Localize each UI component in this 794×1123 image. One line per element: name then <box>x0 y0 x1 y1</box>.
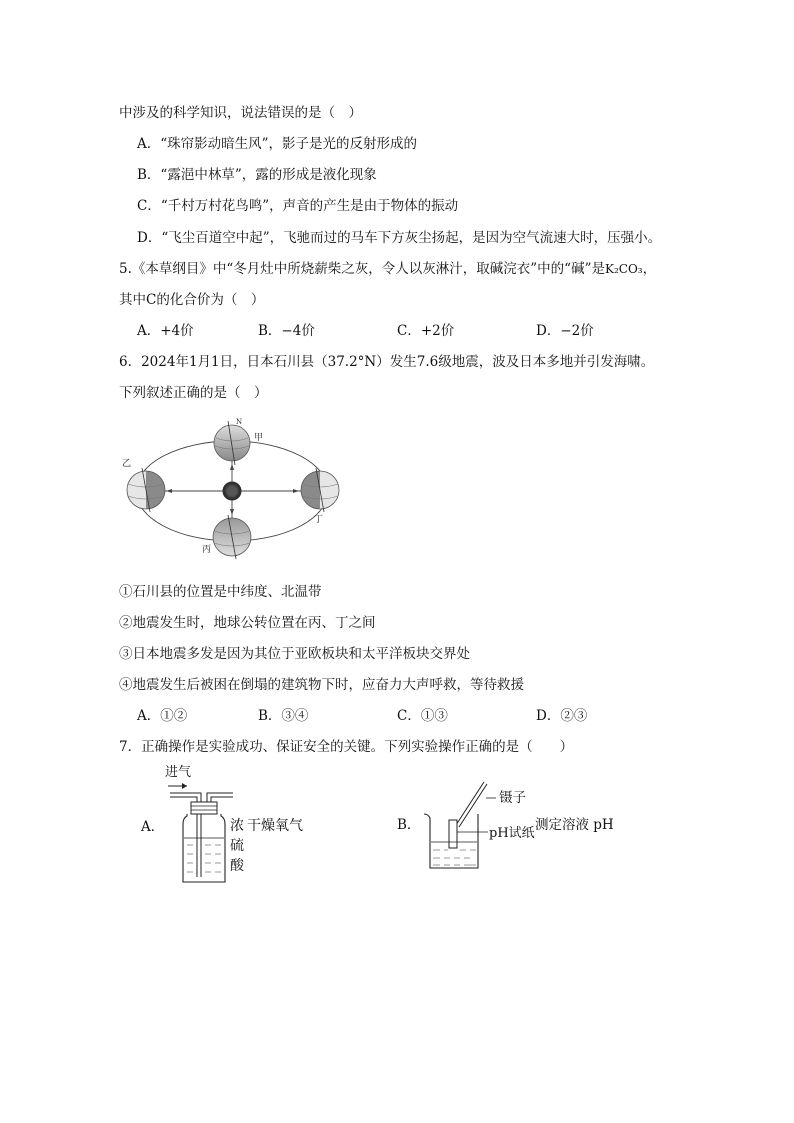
label-jia: 甲 <box>254 433 264 443</box>
q7-b-paper-label: pH试纸 <box>489 826 535 841</box>
q5-option-a[interactable]: A．+4价 <box>137 323 194 339</box>
label-bing: 丙 <box>202 545 212 555</box>
q5-option-b[interactable]: B．−4价 <box>258 323 315 339</box>
q7-b-purpose: 测定溶液 pH <box>535 817 614 833</box>
q6-statement-2: ②地震发生时，地球公转位置在丙、丁之间 <box>119 615 376 631</box>
q5-option-d[interactable]: D．−2价 <box>536 323 594 339</box>
q6-statement-3: ③日本地震多发是因为其位于亚欧板块和太平洋板块交界处 <box>119 646 470 662</box>
q7-option-b-letter[interactable]: B． <box>397 817 421 833</box>
q5-stem-line2: 其中C的化合价为（ ） <box>119 292 265 308</box>
q5-stem-suffix: ， <box>642 261 657 277</box>
q7-b-tweezers-label: 镊子 <box>499 790 526 806</box>
q4-option-d[interactable]: D．“飞尘百道空中起”，飞驰而过的马车下方灰尘扬起，是因为空气流速大时，压强小。 <box>137 230 662 246</box>
q5-stem-prefix: 5.《本草纲目》中“冬月灶中所烧薪柴之灰，令人以灰淋汁，取碱浣衣”中的“碱”是 <box>119 261 605 277</box>
q5-stem <box>119 259 656 279</box>
earth-yi <box>127 468 165 512</box>
q6-option-a[interactable]: A．①② <box>137 708 188 724</box>
q7-a-acid-3: 酸 <box>230 858 244 874</box>
q7-a-purpose: 干燥氧气 <box>247 818 303 834</box>
q5-option-c[interactable]: C．+2价 <box>397 323 455 339</box>
label-ding: 丁 <box>314 515 324 525</box>
q6-option-d[interactable]: D．②③ <box>536 708 588 724</box>
q6-option-c[interactable]: C．①③ <box>397 708 448 724</box>
beaker-ph-test <box>420 780 500 872</box>
q4-option-b[interactable]: B．“露浥中林草”，露的形成是液化现象 <box>137 167 377 183</box>
q7-stem: 7．正确操作是实验成功、保证安全的关键。下列实验操作正确的是（ ） <box>119 739 574 755</box>
earth-orbit-diagram <box>118 418 348 558</box>
earth-jia <box>214 418 250 465</box>
q7-a-inlet-label: 进气 <box>165 765 192 780</box>
q6-stem: 6．2024年1月1日，日本石川县（37.2°N）发生7.6级地震，波及日本多地并引发海啸。 <box>119 354 655 370</box>
q6-statement-1: ①石川县的位置是中纬度、北温带 <box>119 584 322 600</box>
svg-text:N: N <box>236 418 243 426</box>
q4-option-a[interactable]: A．“珠帘影动暗生风”，影子是光的反射形成的 <box>137 136 418 152</box>
q7-a-acid-1: 浓 <box>230 818 244 834</box>
earth-bing <box>213 515 251 559</box>
q7-option-a-letter[interactable]: A． <box>141 819 165 835</box>
q6-option-b[interactable]: B．③④ <box>258 708 309 724</box>
gas-washing-bottle <box>165 782 235 884</box>
q7-a-acid-2: 硫 <box>230 838 244 854</box>
q4-option-c[interactable]: C．“千村万村花鸟鸣”，声音的产生是由于物体的振动 <box>137 198 459 214</box>
q6-stem-line2: 下列叙述正确的是（ ） <box>119 385 268 401</box>
q5-formula: K₂CO₃ <box>605 262 643 276</box>
q6-statement-4: ④地震发生后被困在倒塌的建筑物下时，应奋力大声呼救，等待救援 <box>119 677 524 693</box>
label-yi: 乙 <box>122 459 132 469</box>
earth-ding <box>301 468 339 512</box>
q4-stem: 中涉及的科学知识，说法错误的是（ ） <box>119 105 362 121</box>
